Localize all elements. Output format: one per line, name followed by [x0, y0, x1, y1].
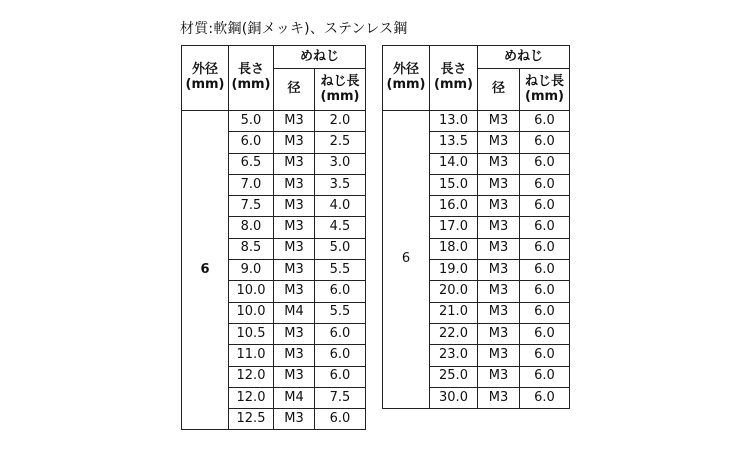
thread-length-cell: 4.0: [315, 196, 366, 217]
length-cell: 9.0: [229, 260, 274, 281]
thread-length-cell: 5.0: [315, 238, 366, 259]
header-diameter: 径: [478, 69, 520, 111]
diameter-cell: M3: [274, 260, 315, 281]
diameter-cell: M3: [274, 238, 315, 259]
header-diameter: 径: [274, 69, 315, 111]
diameter-cell: M3: [274, 281, 315, 302]
diameter-cell: M3: [478, 345, 520, 366]
thread-length-cell: 3.5: [315, 174, 366, 195]
thread-length-cell: 6.0: [520, 174, 570, 195]
length-cell: 13.0: [430, 111, 478, 132]
table-row: [383, 111, 570, 132]
table-row: [182, 111, 366, 132]
diameter-cell: M3: [478, 260, 520, 281]
length-cell: 7.5: [229, 196, 274, 217]
diameter-cell: M3: [478, 238, 520, 259]
diameter-cell: M3: [274, 366, 315, 387]
diameter-cell: M3: [274, 174, 315, 195]
length-cell: 23.0: [430, 345, 478, 366]
thread-length-cell: 6.0: [520, 238, 570, 259]
header-thread-length: ねじ長 (mm): [520, 69, 570, 111]
length-cell: 10.0: [229, 281, 274, 302]
header-length: 長さ (mm): [430, 46, 478, 111]
length-cell: 8.0: [229, 217, 274, 238]
length-cell: 6.0: [229, 132, 274, 153]
thread-length-cell: 6.0: [520, 111, 570, 132]
diameter-cell: M3: [274, 111, 315, 132]
diameter-cell: M3: [478, 366, 520, 387]
diameter-cell: M3: [478, 217, 520, 238]
length-cell: 6.5: [229, 153, 274, 174]
thread-length-cell: 6.0: [315, 409, 366, 430]
thread-length-cell: 6.0: [520, 217, 570, 238]
length-cell: 19.0: [430, 260, 478, 281]
header-thread-length: ねじ長 (mm): [315, 69, 366, 111]
outer-diameter-cell: 6: [182, 111, 229, 430]
length-cell: 12.5: [229, 409, 274, 430]
header-female-thread: めねじ: [478, 46, 570, 69]
diameter-cell: M3: [274, 196, 315, 217]
length-cell: 8.5: [229, 238, 274, 259]
length-cell: 17.0: [430, 217, 478, 238]
thread-length-cell: 6.0: [520, 345, 570, 366]
thread-length-cell: 2.5: [315, 132, 366, 153]
thread-length-cell: 6.0: [315, 323, 366, 344]
length-cell: 12.0: [229, 366, 274, 387]
length-cell: 20.0: [430, 281, 478, 302]
length-cell: 10.5: [229, 323, 274, 344]
length-cell: 7.0: [229, 174, 274, 195]
length-cell: 10.0: [229, 302, 274, 323]
length-cell: 25.0: [430, 366, 478, 387]
thread-length-cell: 6.0: [520, 196, 570, 217]
diameter-cell: M3: [478, 302, 520, 323]
thread-length-cell: 7.5: [315, 387, 366, 408]
diameter-cell: M3: [478, 153, 520, 174]
length-cell: 16.0: [430, 196, 478, 217]
diameter-cell: M3: [274, 323, 315, 344]
length-cell: 13.5: [430, 132, 478, 153]
length-cell: 22.0: [430, 323, 478, 344]
length-cell: 5.0: [229, 111, 274, 132]
header-length: 長さ (mm): [229, 46, 274, 111]
length-cell: 30.0: [430, 387, 478, 408]
diameter-cell: M3: [274, 153, 315, 174]
length-cell: 21.0: [430, 302, 478, 323]
spec-table-right: [382, 45, 570, 409]
thread-length-cell: 6.0: [315, 366, 366, 387]
diameter-cell: M3: [478, 132, 520, 153]
diameter-cell: M4: [274, 387, 315, 408]
diameter-cell: M3: [478, 323, 520, 344]
length-cell: 18.0: [430, 238, 478, 259]
thread-length-cell: 4.5: [315, 217, 366, 238]
diameter-cell: M3: [478, 196, 520, 217]
thread-length-cell: 6.0: [520, 302, 570, 323]
thread-length-cell: 6.0: [520, 281, 570, 302]
outer-diameter-cell: 6: [383, 111, 430, 409]
length-cell: 11.0: [229, 345, 274, 366]
thread-length-cell: 6.0: [520, 153, 570, 174]
length-cell: 15.0: [430, 174, 478, 195]
thread-length-cell: 2.0: [315, 111, 366, 132]
length-cell: 14.0: [430, 153, 478, 174]
thread-length-cell: 6.0: [315, 345, 366, 366]
diameter-cell: M3: [274, 217, 315, 238]
thread-length-cell: 5.5: [315, 302, 366, 323]
thread-length-cell: 6.0: [520, 366, 570, 387]
diameter-cell: M3: [478, 174, 520, 195]
thread-length-cell: 3.0: [315, 153, 366, 174]
diameter-cell: M4: [274, 302, 315, 323]
thread-length-cell: 6.0: [315, 281, 366, 302]
header-outer-diameter: 外径 (mm): [182, 46, 229, 111]
header-female-thread: めねじ: [274, 46, 366, 69]
material-note: 材質:軟鋼(銅メッキ)、ステンレス鋼: [180, 21, 408, 37]
thread-length-cell: 6.0: [520, 387, 570, 408]
diameter-cell: M3: [274, 345, 315, 366]
thread-length-cell: 6.0: [520, 260, 570, 281]
length-cell: 12.0: [229, 387, 274, 408]
header-outer-diameter: 外径 (mm): [383, 46, 430, 111]
thread-length-cell: 6.0: [520, 132, 570, 153]
diameter-cell: M3: [274, 409, 315, 430]
diameter-cell: M3: [478, 281, 520, 302]
spec-table-left: [181, 45, 366, 430]
thread-length-cell: 5.5: [315, 260, 366, 281]
diameter-cell: M3: [478, 387, 520, 408]
diameter-cell: M3: [274, 132, 315, 153]
thread-length-cell: 6.0: [520, 323, 570, 344]
diameter-cell: M3: [478, 111, 520, 132]
